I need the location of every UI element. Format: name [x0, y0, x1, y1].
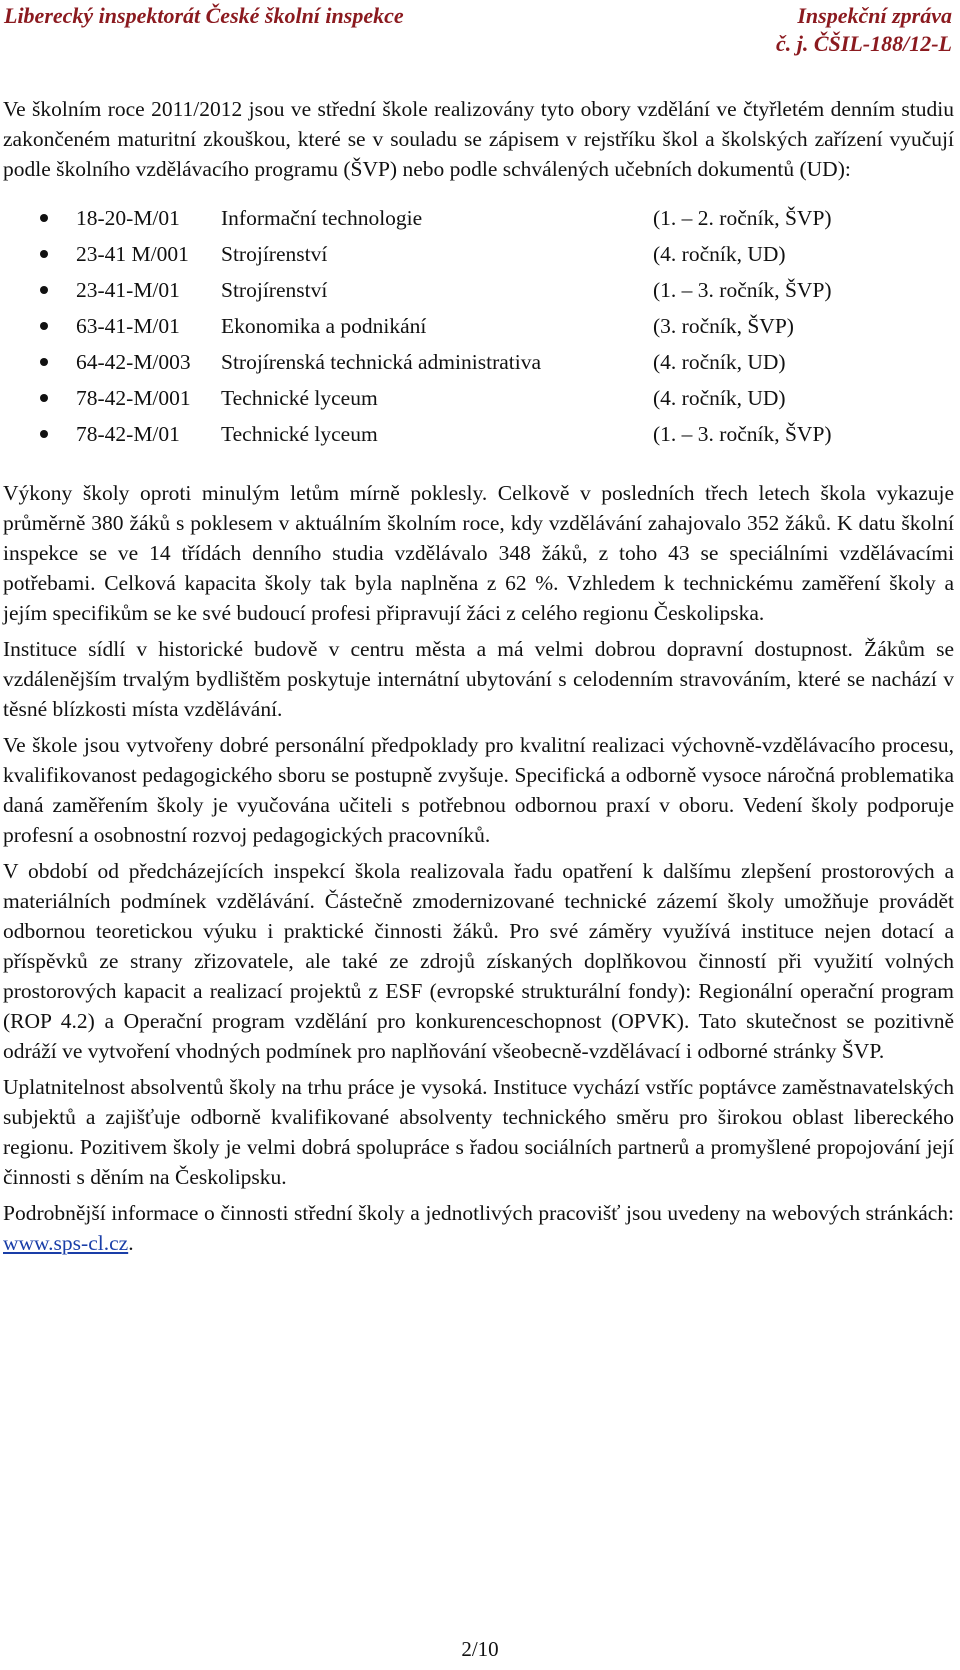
field-name: Strojírenská technická administrativa: [221, 350, 542, 374]
field-code: 78-42-M/001: [76, 386, 191, 410]
field-name: Informační technologie: [221, 206, 423, 230]
field-name: Ekonomika a podnikání: [221, 314, 427, 338]
closing-end: .: [128, 1231, 134, 1255]
field-detail: (1. – 3. ročník, ŠVP): [653, 422, 832, 446]
bullet-icon: [40, 214, 48, 222]
field-code: 78-42-M/01: [76, 422, 180, 446]
closing-paragraph: [3, 1198, 954, 1258]
closing-text: Podrobnější informace o činnosti střední školy a jednotlivých pracovišť jsou uvedeny na webových stránkách:: [3, 1201, 954, 1225]
list-item: [3, 344, 954, 380]
field-name: Technické lyceum: [221, 422, 378, 446]
reference-number: č. j. ČŠIL-188/12-L: [776, 31, 952, 56]
list-item: [3, 308, 954, 344]
inspectorate-title: Liberecký inspektorát České školní inspekce: [4, 3, 404, 28]
education-fields-list: [3, 200, 954, 452]
field-detail: (4. ročník, UD): [653, 242, 786, 266]
list-item: [3, 416, 954, 452]
performance-paragraph: Výkony školy oproti minulým letům mírně poklesly. Celkově v posledních třech letech škola vykazuje průměrně 380 žáků s poklesem v aktuálním školním roce, kdy vzdělávání zahajovalo 352 žáků. K datu školní inspekce se ve 14 třídách denního studia vzdělávalo 348 žáků, z toho 43 se speciálními vzdělávacími potřebami. Celková kapacita školy tak byla naplněna z 62 %. Vzhledem k technickému zaměření školy a jejím specifikům se ke své budoucí profesi připravují žáci z celého regionu Českolipska.: [3, 481, 954, 625]
document-body: [3, 94, 954, 1264]
field-name: Strojírenství: [221, 242, 328, 266]
field-code: 23-41 M/001: [76, 242, 189, 266]
field-code: 64-42-M/003: [76, 350, 191, 374]
list-item: [3, 272, 954, 308]
report-heading: [776, 2, 952, 58]
page-header: [0, 0, 960, 78]
field-code: 18-20-M/01: [76, 206, 180, 230]
list-item: [3, 380, 954, 416]
bullet-icon: [40, 286, 48, 294]
graduates-paragraph: Uplatnitelnost absolventů školy na trhu práce je vysoká. Instituce vychází vstříc poptávce zaměstnavatelských subjektů a zajišťuje odborně kvalifikované absolventy technického směru pro širokou oblast libereckého regionu. Pozitivem školy je velmi dobrá spolupráce s řadou sociálních partnerů a promyšlené propojování její činnosti s děním na Českolipsku.: [3, 1075, 954, 1189]
staff-paragraph: Ve škole jsou vytvořeny dobré personální předpoklady pro kvalitní realizaci výchovně-vzdělávacího procesu, kvalifikovanost pedagogického sboru se postupně zvyšuje. Specifická a odborně vysoce náročná problematika daná zaměřením školy je vyučována učiteli s potřebnou odbornou praxí v oboru. Vedení školy podporuje profesní a osobnostní rozvoj pedagogických pracovníků.: [3, 733, 954, 847]
field-name: Strojírenství: [221, 278, 328, 302]
bullet-icon: [40, 430, 48, 438]
bullet-icon: [40, 322, 48, 330]
page-number: 2/10: [461, 1637, 499, 1661]
field-code: 23-41-M/01: [76, 278, 180, 302]
field-name: Technické lyceum: [221, 386, 378, 410]
field-detail: (3. ročník, ŠVP): [653, 314, 794, 338]
field-detail: (4. ročník, UD): [653, 386, 786, 410]
bullet-icon: [40, 250, 48, 258]
list-item: [3, 236, 954, 272]
improvements-paragraph: V období od předcházejících inspekcí škola realizovala řadu opatření k dalšímu zlepšení prostorových a materiálních podmínek vzdělávání. Částečně zmodernizované technické zázemí školy umožňuje provádět odbornou teoretickou výuku i praktické činnosti žáků. Pro své záměry využívá instituce nejen dotací a příspěvků ze strany zřizovatele, ale také ze zdrojů získaných doplňkovou činností při využití volných prostorových kapacit a realizací projektů z ESF (evropské strukturální fondy): Regionální operační program (ROP 4.2) a Operační program vzdělání pro konkurenceschopnost (OPVK). Tato skutečnost se pozitivně odráží ve vytvoření vhodných podmínek pro naplňování všeobecně-vzdělávací i odborné stránky ŠVP.: [3, 859, 954, 1063]
bullet-icon: [40, 358, 48, 366]
building-paragraph: Instituce sídlí v historické budově v centru města a má velmi dobrou dopravní dostupnost. Žákům se vzdálenějším trvalým bydlištěm poskytuje internátní ubytování s celodenním stravováním, které se nachází v těsné blízkosti místa vzdělávání.: [3, 637, 954, 721]
bullet-icon: [40, 394, 48, 402]
list-item: [3, 200, 954, 236]
field-detail: (4. ročník, UD): [653, 350, 786, 374]
field-detail: (1. – 3. ročník, ŠVP): [653, 278, 832, 302]
report-title: Inspekční zpráva: [797, 3, 952, 28]
intro-paragraph: Ve školním roce 2011/2012 jsou ve střední škole realizovány tyto obory vzdělání ve čtyřletém denním studiu zakončeném maturitní zkouškou, které se v souladu se zápisem v rejstříku škol a školských zařízení vyučují podle školního vzdělávacího programu (ŠVP) nebo podle schválených učebních dokumentů (UD):: [3, 97, 954, 181]
website-link[interactable]: www.sps-cl.cz: [3, 1231, 129, 1255]
field-detail: (1. – 2. ročník, ŠVP): [653, 206, 832, 230]
field-code: 63-41-M/01: [76, 314, 180, 338]
